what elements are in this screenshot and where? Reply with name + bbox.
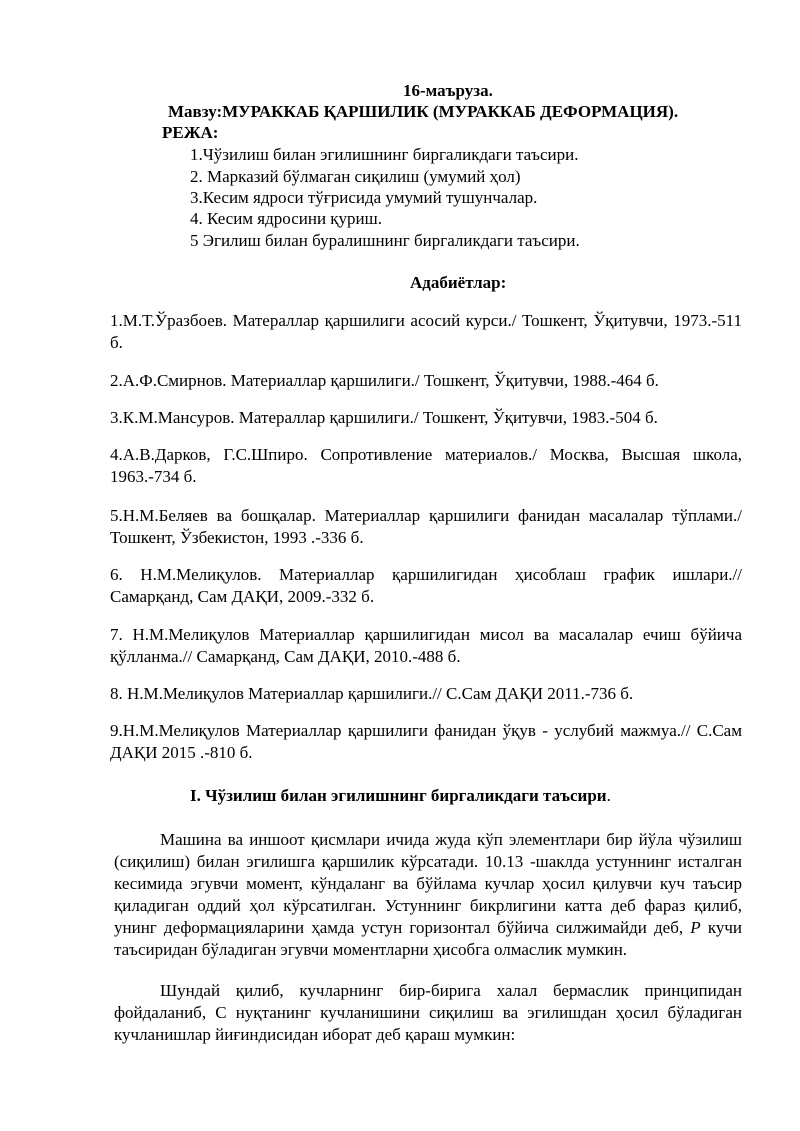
section-heading: [190, 785, 611, 807]
plan-item: 3.Кесим ядроси тўғрисида умумий тушунчалар.: [190, 188, 538, 207]
lecture-topic: Мавзу:МУРАККАБ ҚАРШИЛИК (МУРАККАБ ДЕФОРМАЦИЯ).: [168, 102, 679, 121]
force-symbol: P: [690, 918, 701, 937]
paragraph-1: [114, 829, 742, 961]
references-title: Адабиётлар:: [410, 273, 507, 292]
section-heading-period: .: [606, 786, 611, 805]
paragraph-2: Шундай қилиб, кучларнинг бир-бирига халал бермаслик принципидан фойдаланиб, С нуқтанинг кучланишини сиқилиш ва эгилишдан ҳосил бўладиган кучланишлар йиғиндисидан иборат деб қараш мумкин:: [114, 981, 742, 1044]
plan-item: 5 Эгилиш билан буралишнинг биргаликдаги таъсири.: [190, 231, 580, 250]
reference-item: 7. Н.М.Мелиқулов Материаллар қаршилигидан мисол ва масалалар ечиш бўйича қўлланма.// Самарқанд, Сам ДАҚИ, 2010.-488 б.: [110, 625, 742, 666]
plan-label: РЕЖА:: [162, 123, 219, 142]
reference-item: 9.Н.М.Мелиқулов Материаллар қаршилиги фанидан ўқув - услубий мажмуа.// С.Сам ДАҚИ 2015 .-810 б.: [110, 721, 742, 762]
reference-item: 4.А.В.Дарков, Г.С.Шпиро. Сопротивление материалов./ Москва, Высшая школа, 1963.-734 б.: [110, 445, 742, 486]
reference-item: 3.К.М.Мансуров. Матераллар қаршилиги./ Тошкент, Ўқитувчи, 1983.-504 б.: [110, 408, 658, 427]
plan-item: 1.Чўзилиш билан эгилишнинг биргаликдаги таъсири.: [190, 145, 579, 164]
plan-item: 2. Марказий бўлмаган сиқилиш (умумий ҳол): [190, 167, 521, 186]
paragraph-1-text-end: кучи таъсиридан бўладиган эгувчи моментларни ҳисобга олмаслик мумкин.: [114, 918, 743, 959]
paragraph-1-text: Машина ва иншоот қисмлари ичида жуда кўп элементлари бир йўла чўзилиш (сиқилиш) билан эгилишга қаршилик кўрсатади. 10.13 -шаклда устуннинг исталган кесимида эгувчи момент, кўндаланг ва бўйлама кучлар ҳосил қилувчи куч таъсир қиладиган оддий ҳол кўрсатилган. Устуннинг бикрлигини катта деб фараз қилиб, унинг деформацияларини ҳамда устун горизонтал бўйича силжимайди деб,: [114, 830, 742, 937]
reference-item: 5.Н.М.Беляев ва бошқалар. Материаллар қаршилиги фанидан масалалар тўплами./ Тошкент, Ўзбекистон, 1993 .-336 б.: [110, 506, 742, 547]
reference-item: 1.М.Т.Ўразбоев. Матераллар қаршилиги асосий курси./ Тошкент, Ўқитувчи, 1973.-511 б.: [110, 311, 742, 352]
lecture-number: 16-маъруза.: [403, 81, 493, 100]
reference-item: 2.А.Ф.Смирнов. Материаллар қаршилиги./ Тошкент, Ўқитувчи, 1988.-464 б.: [110, 371, 659, 390]
plan-item: 4. Кесим ядросини қуриш.: [190, 209, 382, 228]
reference-item: 8. Н.М.Мелиқулов Материаллар қаршилиги.// С.Сам ДАҚИ 2011.-736 б.: [110, 684, 634, 703]
reference-item: 6. Н.М.Мелиқулов. Материаллар қаршилигидан ҳисоблаш график ишлари.// Самарқанд, Сам ДАҚИ, 2009.-332 б.: [110, 565, 742, 606]
section-heading-text: I. Чўзилиш билан эгилишнинг биргаликдаги таъсири: [190, 786, 607, 805]
